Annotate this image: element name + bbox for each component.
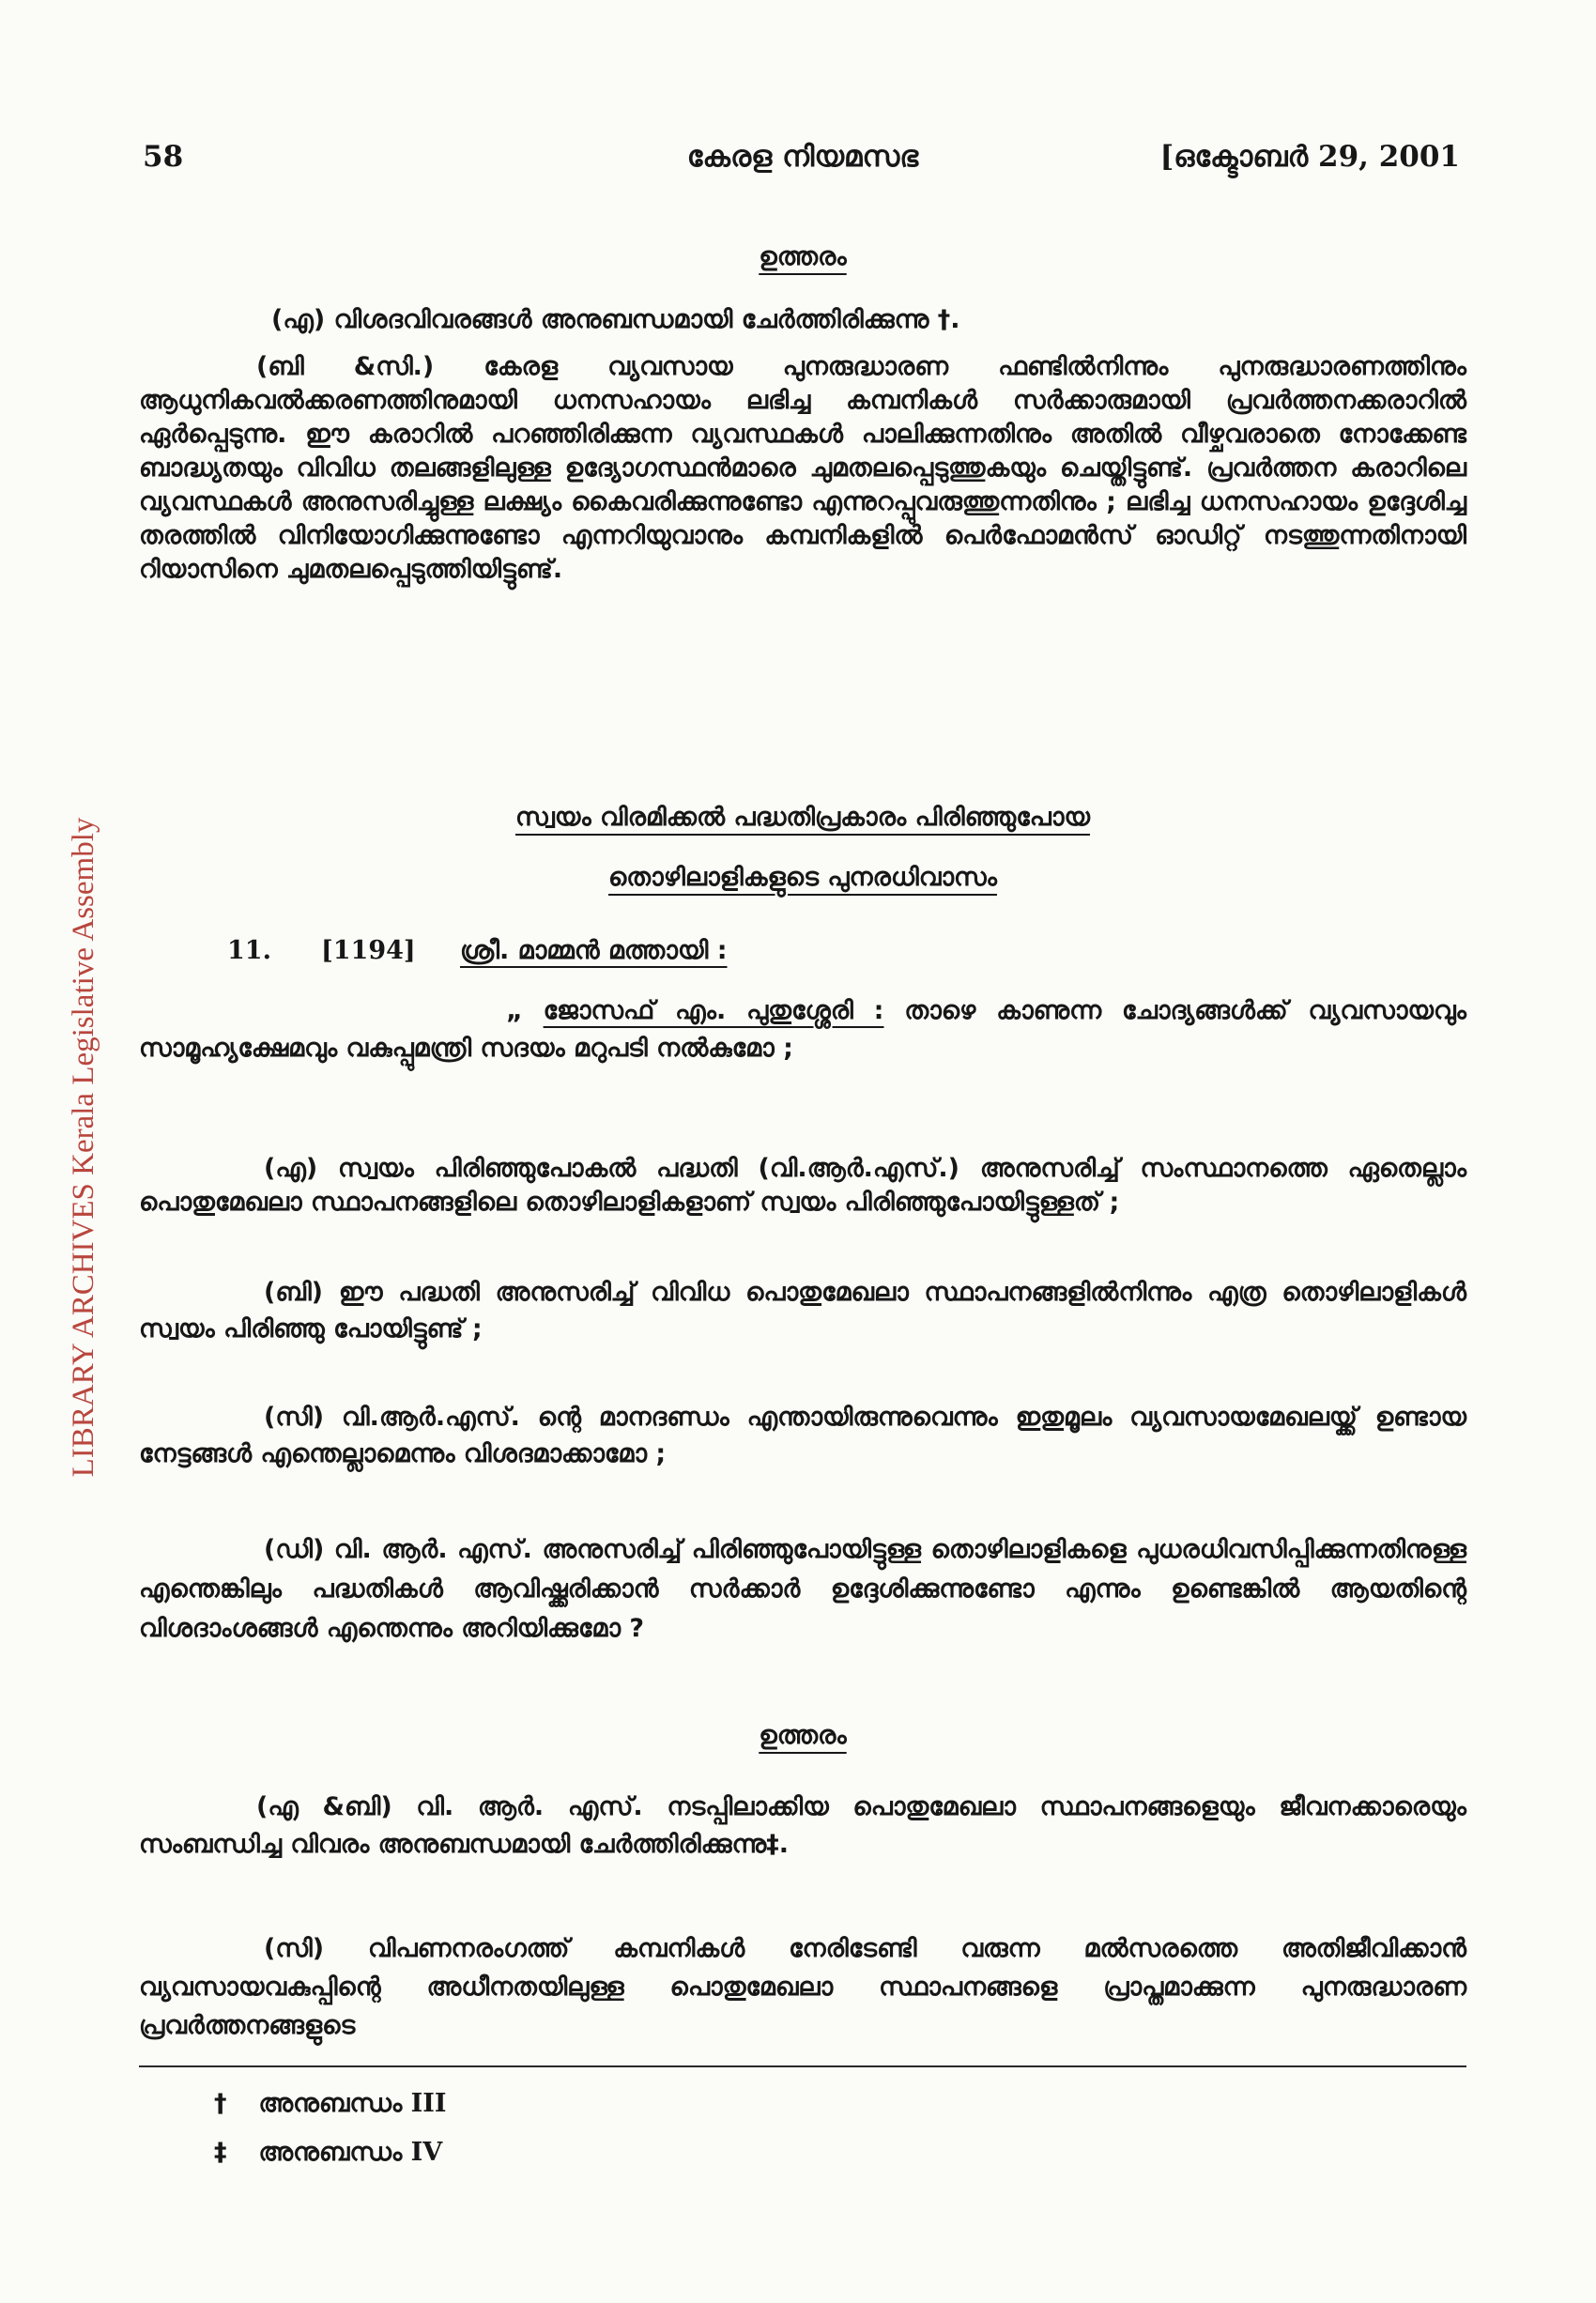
paragraph-text: വി. ആർ. എസ്. നടപ്പിലാക്കിയ പൊതുമേഖലാ സ്ഥാപനങ്ങളെയും ജീവനക്കാരെയും സംബന്ധിച്ച വിവരം അനുബന്ധമായി ചേർത്തിരിക്കുന്നു‡. [139,1792,1466,1859]
question-header [227,933,728,968]
footnote-label: അനുബന്ധം [258,2089,403,2118]
section-title-line-2 [139,860,1466,895]
paragraph-text: വിശദവിവരങ്ങൾ അനുബന്ധമായി ചേർത്തിരിക്കുന്നു †. [333,305,960,334]
member-name: ജോസഫ് എം. പുതുശ്ശേരി : [543,996,884,1025]
paragraph-label: (ബി &സി.) [256,352,435,381]
question-intro [139,992,1466,1067]
question-number: 11. [227,936,271,965]
answer-paragraph [139,302,1466,337]
answer-paragraph [139,1789,1466,1864]
answer-heading [139,239,1466,274]
paragraph-text: കേരള വ്യവസായ പുനരുദ്ധാരണ ഫണ്ടിൽനിന്നും പുനരുദ്ധാരണത്തിനും ആധുനികവൽക്കരണത്തിനുമായി ധനസഹായം ലഭിച്ച കമ്പനികൾ സർക്കാരുമായി പ്രവർത്തനക്കരാറിൽ ഏർപ്പെടുന്നു. ഈ കരാറിൽ പറഞ്ഞിരിക്കുന്ന വ്യവസ്ഥകൾ പാലിക്കുന്നതിനും അതിൽ വീഴ്ചവരാതെ നോക്കേണ്ട ബാദ്ധ്യതയും വിവിധ തലങ്ങളിലുള്ള ഉദ്യോഗസ്ഥൻമാരെ ചുമതലപ്പെടുത്തുകയും ചെയ്തിട്ടുണ്ട്. പ്രവർത്തന കരാറിലെ വ്യവസ്ഥകൾ അനുസരിച്ചുള്ള ലക്ഷ്യം കൈവരിക്കുന്നുണ്ടോ എന്നുറപ്പുവരുത്തുന്നതിനും ; ലഭിച്ച ധനസഹായം ഉദ്ദേശിച്ച തരത്തിൽ വിനിയോഗിക്കുന്നുണ്ടോ എന്നറിയുവാനും കമ്പനികളിൽ പെർഫോമൻസ് ഓഡിറ്റ് നടത്തുന്നതിനായി റിയാസിനെ ചുമതലപ്പെടുത്തിയിട്ടുണ്ട്. [139,352,1466,584]
section-title-text: തൊഴിലാളികളുടെ പുനരധിവാസം [608,863,997,892]
question-item [139,1399,1466,1472]
question-code: [1194] [321,936,416,965]
answer-paragraph [139,1929,1466,2045]
item-text: ഈ പദ്ധതി അനുസരിച്ച് വിവിധ പൊതുമേഖലാ സ്ഥാപനങ്ങളിൽനിന്നും എത്ര തൊഴിലാളികൾ സ്വയം പിരിഞ്ഞു പോയിട്ടുണ്ട് ; [139,1278,1466,1343]
paragraph-label: (സി) [264,1934,325,1963]
item-text: സ്വയം പിരിഞ്ഞുപോകൽ പദ്ധതി (വി.ആർ.എസ്.) അനുസരിച്ച് സംസ്ഥാനത്തെ ഏതെല്ലാം പൊതുമേഖലാ സ്ഥാപനങ്ങളിലെ തൊഴിലാളികളാണ് സ്വയം പിരിഞ്ഞുപോയിട്ടുള്ളത് ; [139,1154,1467,1217]
paragraph-label: (എ) [271,305,326,334]
question-intro-text: താഴെ കാണുന്ന ചോദ്യങ്ങൾക്ക് വ്യവസായവും സാമൂഹ്യക്ഷേമവും വകുപ്പുമന്ത്രി സദയം മറുപടി നൽകുമോ ; [139,996,1466,1063]
paragraph-label: (എ &ബി) [256,1792,392,1821]
ditto-mark: „ [506,996,523,1025]
footnote-divider [139,2065,1466,2067]
footnote-label: അനുബന്ധം [258,2138,403,2167]
footnote-number: III [410,2089,447,2118]
dagger-icon: † [214,2089,227,2118]
item-label: (ബി) [264,1278,324,1307]
answer-heading-text: ഉത്തരം [759,242,847,271]
page-title: കേരള നിയമസഭ [686,140,919,174]
question-item [139,1152,1466,1220]
page-number: 58 [143,140,184,174]
double-dagger-icon: ‡ [214,2138,227,2167]
item-label: (സി) [264,1403,325,1432]
page-date: [ഒക്ടോബർ 29, 2001 [1159,140,1460,174]
question-item [139,1274,1466,1347]
item-text: വി. ആർ. എസ്. അനുസരിച്ച് പിരിഞ്ഞുപോയിട്ടുള്ള തൊഴിലാളികളെ പുധരധിവസിപ്പിക്കുന്നതിനുള്ള എന്തെങ്കിലും പദ്ധതികൾ ആവിഷ്ക്കരിക്കാൻ സർക്കാർ ഉദ്ദേശിക്കുന്നുണ്ടോ എന്നും ഉണ്ടെങ്കിൽ ആയതിന്റെ വിശദാംശങ്ങൾ എന്തെന്നും അറിയിക്കുമോ ? [139,1535,1466,1643]
item-label: (ഡി) [264,1535,325,1564]
footnote-number: IV [410,2138,443,2167]
paragraph-text: വിപണനരംഗത്ത് കമ്പനികൾ നേരിടേണ്ടി വരുന്ന മൽസരത്തെ അതിജീവിക്കാൻ വ്യവസായവകുപ്പിന്റെ അധീനതയിലുള്ള പൊതുമേഖലാ സ്ഥാപനങ്ങളെ പ്രാപ്തമാക്കുന്ന പുനരുദ്ധാരണ പ്രവർത്തനങ്ങളുടെ [139,1934,1466,2040]
section-title-line-1 [139,800,1466,835]
member-name: ശ്രീ. മാമ്മൻ മത്തായി : [460,936,728,965]
section-title-text: സ്വയം വിരമിക്കൽ പദ്ധതിപ്രകാരം പിരിഞ്ഞുപോയ [514,803,1091,832]
answer-paragraph [139,350,1466,587]
answer-heading-text: ഉത്തരം [759,1721,847,1750]
footnote [214,2135,442,2170]
footnote [214,2086,447,2121]
archive-watermark: LIBRARY ARCHIVES Kerala Legislative Assembly [67,817,100,1478]
answer-heading [139,1718,1466,1753]
item-text: വി.ആർ.എസ്. ന്റെ മാനദണ്ഡം എന്തായിരുന്നുവെന്നും ഇതുമൂലം വ്യവസായമേഖലയ്ക്ക് ഉണ്ടായ നേട്ടങ്ങൾ എന്തെല്ലാമെന്നും വിശദമാക്കാമോ ; [139,1403,1466,1468]
item-label: (എ) [264,1154,318,1183]
question-item [139,1530,1466,1649]
